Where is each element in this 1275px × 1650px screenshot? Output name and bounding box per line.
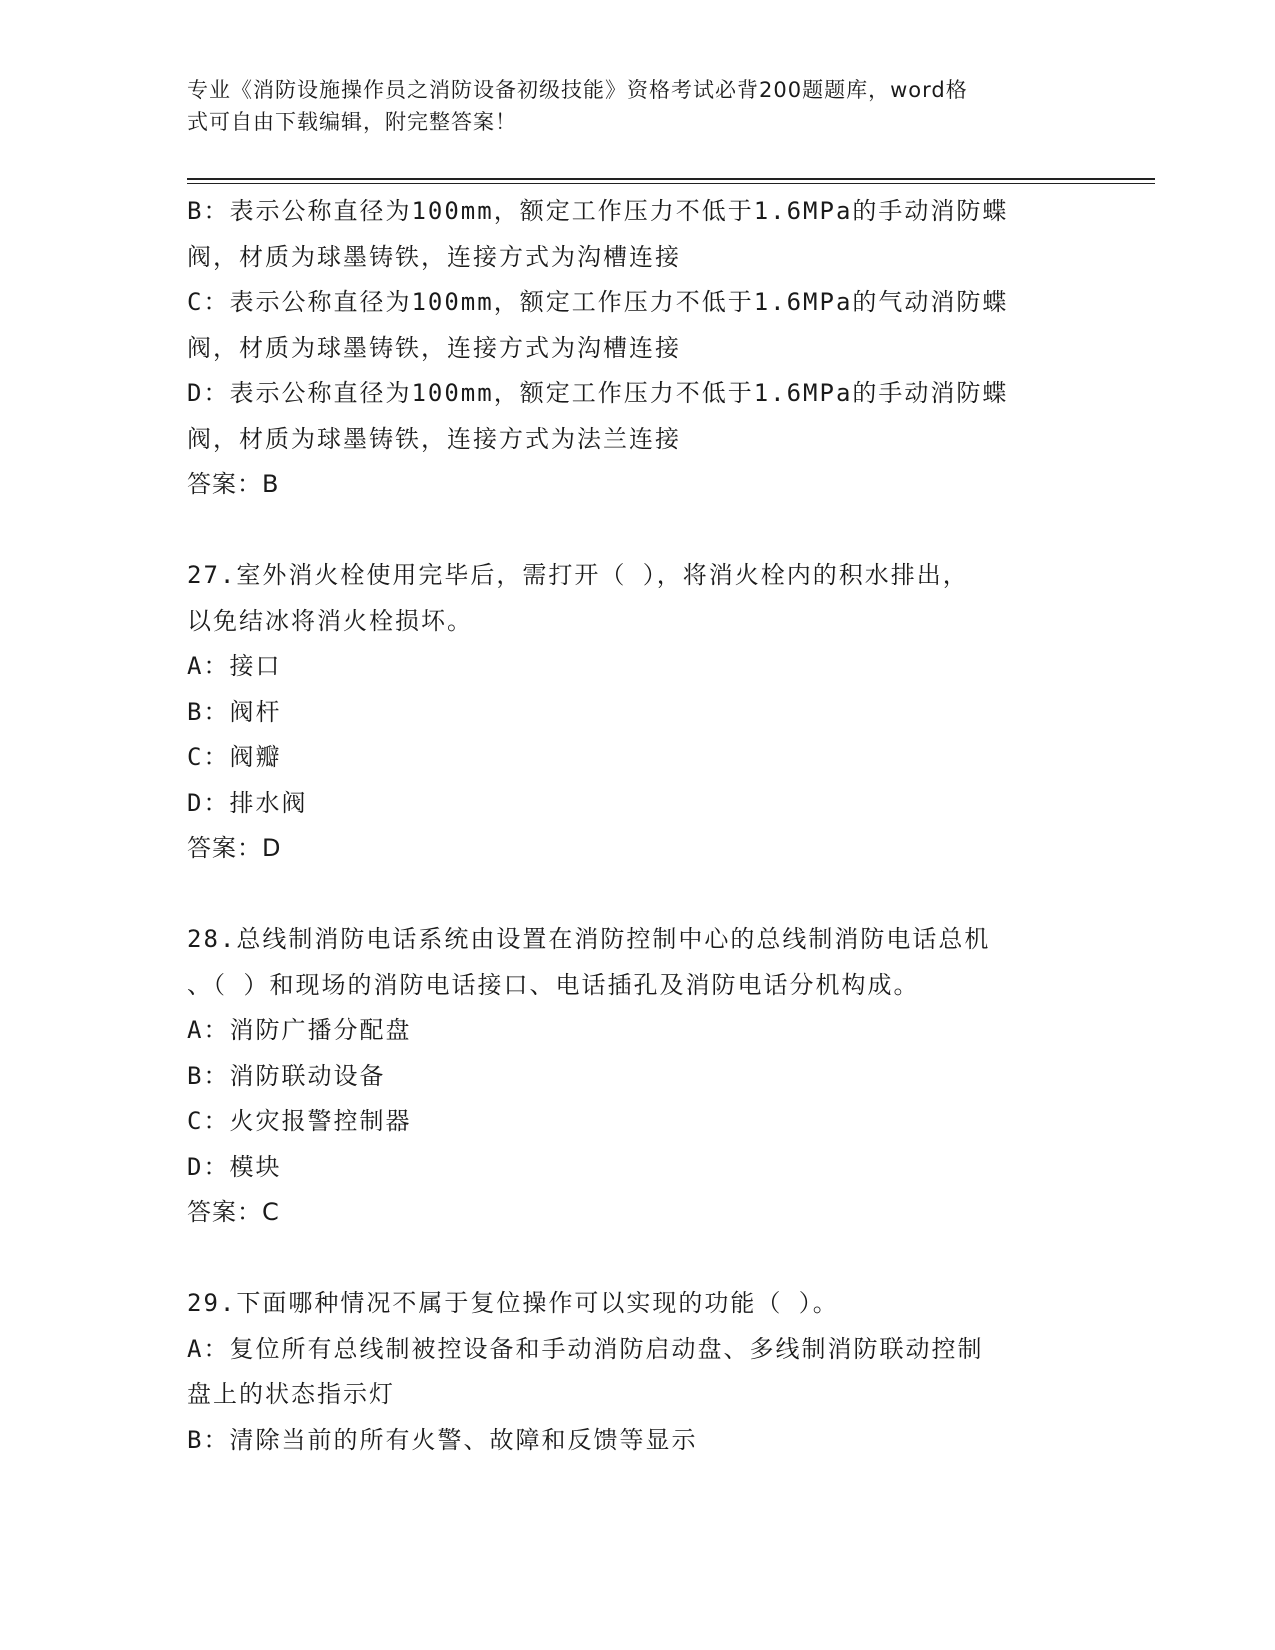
header-line-1: 专业《消防设施操作员之消防设备初级技能》资格考试必背200题题库，word格 <box>187 78 968 102</box>
q27-answer: 答案：D <box>187 834 282 862</box>
document-body <box>187 189 1087 1463</box>
q28-option-a: A：消防广播分配盘 <box>187 1016 412 1044</box>
q26-option-d-line-2: 阀，材质为球墨铸铁，连接方式为法兰连接 <box>187 424 681 453</box>
q27-option-a: A：接口 <box>187 652 282 680</box>
q27-question-line-1: 27.室外消火栓使用完毕后，需打开（ ），将消火栓内的积水排出， <box>187 561 969 589</box>
q29-question-line-1: 29.下面哪种情况不属于复位操作可以实现的功能（ ）。 <box>187 1289 839 1317</box>
q26-option-c-line-2: 阀，材质为球墨铸铁，连接方式为沟槽连接 <box>187 333 681 362</box>
spacer <box>187 508 1087 554</box>
q28-option-b: B：消防联动设备 <box>187 1061 386 1090</box>
q27-question-line-2: 以免结冰将消火栓损坏。 <box>187 606 473 635</box>
q29-option-a-line-1: A：复位所有总线制被控设备和手动消防启动盘、多线制消防联动控制 <box>187 1334 984 1363</box>
header-line-2: 式可自由下载编辑，附完整答案！ <box>187 110 517 134</box>
q26-option-b-line-1: B：表示公称直径为100mm，额定工作压力不低于1.6MPa的手动消防蝶 <box>187 197 1009 225</box>
q26-answer: 答案：B <box>187 470 280 498</box>
q27-option-d: D：排水阀 <box>187 788 308 817</box>
q26-option-d-line-1: D：表示公称直径为100mm，额定工作压力不低于1.6MPa的手动消防蝶 <box>187 379 1009 407</box>
header-divider-thick <box>187 178 1155 180</box>
question-26-continued <box>187 189 1087 508</box>
q26-option-b-line-2: 阀，材质为球墨铸铁，连接方式为沟槽连接 <box>187 242 681 271</box>
q27-option-b: B：阀杆 <box>187 697 282 726</box>
spacer <box>187 872 1087 918</box>
q29-option-a-line-2: 盘上的状态指示灯 <box>187 1380 395 1408</box>
q28-option-c: C：火灾报警控制器 <box>187 1107 412 1135</box>
q27-option-c: C：阀瓣 <box>187 743 282 771</box>
header-divider-thin <box>187 183 1155 184</box>
question-27 <box>187 553 1087 872</box>
q28-question-line-2: 、（ ）和现场的消防电话接口、电话插孔及消防电话分机构成。 <box>187 970 920 999</box>
spacer <box>187 1236 1087 1282</box>
q28-question-line-1: 28.总线制消防电话系统由设置在消防控制中心的总线制消防电话总机 <box>187 925 991 953</box>
q28-answer: 答案：C <box>187 1198 280 1226</box>
document-header <box>187 74 1067 138</box>
q26-option-c-line-1: C：表示公称直径为100mm，额定工作压力不低于1.6MPa的气动消防蝶 <box>187 288 1009 316</box>
q28-option-d: D：模块 <box>187 1152 282 1181</box>
question-29 <box>187 1281 1087 1463</box>
q29-option-b: B：清除当前的所有火警、故障和反馈等显示 <box>187 1425 698 1454</box>
question-28 <box>187 917 1087 1236</box>
